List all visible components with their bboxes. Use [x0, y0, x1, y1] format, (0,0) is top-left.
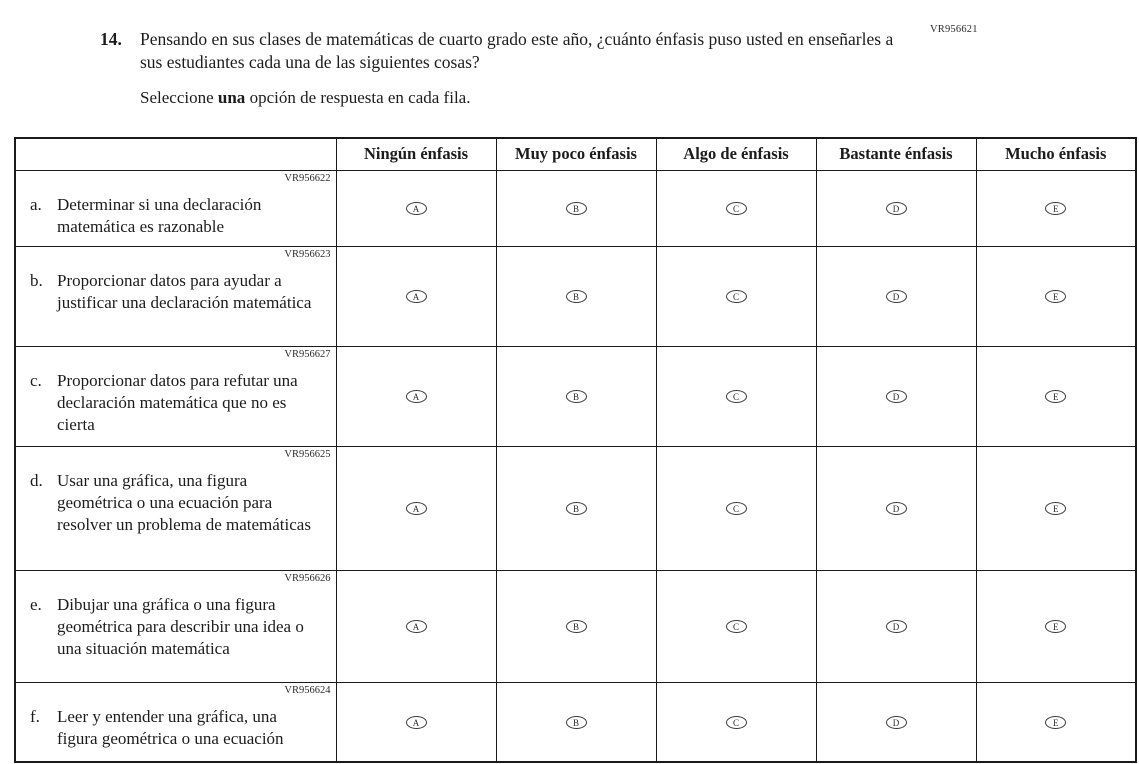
option-bubble-d[interactable]: D	[886, 202, 907, 215]
option-bubble-d[interactable]: D	[886, 502, 907, 515]
statement-cell	[15, 682, 336, 762]
statement-cell	[15, 246, 336, 346]
option-bubble-c[interactable]: C	[726, 390, 747, 403]
option-cell	[336, 682, 496, 762]
option-bubble-c[interactable]: C	[726, 202, 747, 215]
item-letter: f.	[30, 706, 40, 726]
option-bubble-e[interactable]: E	[1045, 620, 1066, 633]
option-cell	[976, 570, 1136, 682]
item-statement: Dibujar una gráfica o una figura geométrica para describir una idea o una situación matemática	[57, 594, 304, 658]
statement-cell	[15, 446, 336, 570]
option-bubble-b[interactable]: B	[566, 620, 587, 633]
option-cell	[336, 346, 496, 446]
statement-column-header	[15, 138, 336, 171]
option-bubble-e[interactable]: E	[1045, 716, 1066, 729]
option-bubble-d[interactable]: D	[886, 290, 907, 303]
option-cell	[816, 446, 976, 570]
option-bubble-d[interactable]: D	[886, 390, 907, 403]
option-cell	[976, 446, 1136, 570]
option-cell	[496, 570, 656, 682]
option-cell	[976, 171, 1136, 247]
option-bubble-b[interactable]: B	[566, 290, 587, 303]
question-instruction	[140, 88, 900, 108]
item-vr-code: VR956627	[284, 348, 331, 360]
option-bubble-a[interactable]: A	[406, 716, 427, 729]
option-bubble-a[interactable]: A	[406, 202, 427, 215]
instruction-suffix: opción de respuesta en cada fila.	[245, 88, 471, 108]
question-text: Pensando en sus clases de matemáticas de cuarto grado este año, ¿cuánto énfasis puso usted en enseñarles a sus estudiantes cada una de las siguientes cosas?	[140, 29, 894, 73]
option-bubble-b[interactable]: B	[566, 390, 587, 403]
option-cell	[336, 446, 496, 570]
column-header-mucho-enfasis: Mucho énfasis	[976, 138, 1136, 171]
option-bubble-d[interactable]: D	[886, 716, 907, 729]
option-bubble-b[interactable]: B	[566, 716, 587, 729]
statement-cell	[15, 171, 336, 247]
option-bubble-e[interactable]: E	[1045, 502, 1066, 515]
option-bubble-a[interactable]: A	[406, 390, 427, 403]
emphasis-matrix-table	[14, 137, 1137, 763]
option-cell	[816, 171, 976, 247]
item-letter: e.	[30, 594, 42, 614]
option-cell	[496, 346, 656, 446]
item-statement: Determinar si una declaración matemática es razonable	[57, 194, 262, 236]
item-vr-code: VR956622	[284, 173, 331, 184]
item-statement: Proporcionar datos para refutar una declaración matemática que no es cierta	[57, 370, 298, 434]
option-cell	[496, 171, 656, 247]
option-cell	[816, 570, 976, 682]
option-cell	[496, 246, 656, 346]
table-row	[15, 570, 1136, 682]
option-bubble-b[interactable]: B	[566, 502, 587, 515]
option-cell	[816, 346, 976, 446]
option-bubble-c[interactable]: C	[726, 502, 747, 515]
option-cell	[336, 570, 496, 682]
option-cell	[656, 246, 816, 346]
item-vr-code: VR956624	[284, 684, 331, 696]
item-vr-code: VR956623	[284, 248, 331, 260]
question-block	[100, 28, 900, 108]
option-bubble-e[interactable]: E	[1045, 202, 1066, 215]
option-bubble-c[interactable]: C	[726, 716, 747, 729]
option-cell	[656, 570, 816, 682]
option-cell	[656, 446, 816, 570]
item-letter: d.	[30, 470, 43, 490]
option-bubble-a[interactable]: A	[406, 502, 427, 515]
option-cell	[976, 682, 1136, 762]
item-letter: a.	[30, 194, 42, 214]
option-bubble-a[interactable]: A	[406, 290, 427, 303]
instruction-prefix: Seleccione	[140, 88, 218, 108]
option-cell	[976, 246, 1136, 346]
column-header-bastante-enfasis: Bastante énfasis	[816, 138, 976, 171]
option-cell	[816, 246, 976, 346]
option-cell	[496, 446, 656, 570]
option-cell	[336, 246, 496, 346]
option-bubble-e[interactable]: E	[1045, 390, 1066, 403]
item-vr-code: VR956625	[284, 448, 331, 460]
option-bubble-c[interactable]: C	[726, 290, 747, 303]
table-row	[15, 446, 1136, 570]
item-statement: Proporcionar datos para ayudar a justificar una declaración matemática	[57, 270, 312, 312]
option-cell	[496, 682, 656, 762]
option-bubble-b[interactable]: B	[566, 202, 587, 215]
option-bubble-d[interactable]: D	[886, 620, 907, 633]
statement-cell	[15, 346, 336, 446]
option-cell	[816, 682, 976, 762]
question-number: 14.	[100, 29, 122, 49]
header-row	[15, 138, 1136, 171]
item-letter: b.	[30, 270, 43, 290]
table-row	[15, 682, 1136, 762]
option-bubble-c[interactable]: C	[726, 620, 747, 633]
instruction-bold-word: una	[217, 88, 246, 108]
table-row	[15, 246, 1136, 346]
option-cell	[656, 682, 816, 762]
form-code: VR956621	[930, 24, 978, 35]
option-bubble-a[interactable]: A	[406, 620, 427, 633]
item-letter: c.	[30, 370, 42, 390]
column-header-algo-de-enfasis: Algo de énfasis	[656, 138, 816, 171]
option-cell	[976, 346, 1136, 446]
item-vr-code: VR956626	[284, 572, 331, 584]
option-cell	[656, 171, 816, 247]
column-header-ningun-enfasis: Ningún énfasis	[336, 138, 496, 171]
item-statement: Usar una gráfica, una figura geométrica o una ecuación para resolver un problema de matemáticas	[57, 470, 311, 534]
option-bubble-e[interactable]: E	[1045, 290, 1066, 303]
statement-cell	[15, 570, 336, 682]
item-statement: Leer y entender una gráfica, una figura geométrica o una ecuación	[57, 706, 284, 748]
option-cell	[656, 346, 816, 446]
column-header-muy-poco-enfasis: Muy poco énfasis	[496, 138, 656, 171]
option-cell	[336, 171, 496, 247]
table-row	[15, 346, 1136, 446]
table-row	[15, 171, 1136, 247]
